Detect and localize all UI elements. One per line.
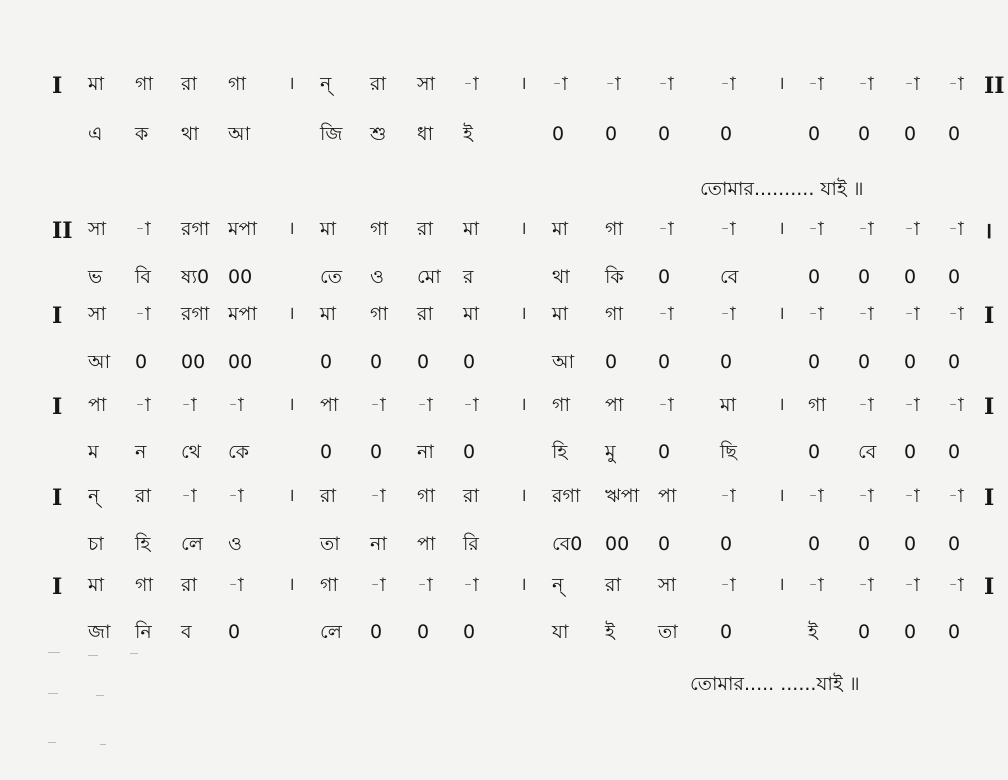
lyric-syllable: 00: [228, 351, 253, 373]
lyric-syllable: 00: [181, 351, 206, 373]
note-cell: গা: [808, 394, 826, 416]
note-cell: -া: [605, 73, 621, 95]
lyric-syllable: না: [417, 441, 434, 463]
note-cell: -া: [370, 394, 386, 416]
note-cell: গা: [417, 485, 435, 507]
print-speck: [130, 653, 138, 654]
note-cell: মা: [320, 218, 337, 240]
note-cell: -া: [808, 574, 824, 596]
bar-line: ।: [520, 303, 527, 324]
lyric-syllable: 0: [808, 123, 821, 145]
lyric-syllable: ম: [88, 441, 99, 463]
note-cell: -া: [858, 394, 874, 416]
lyric-syllable: 0: [463, 621, 476, 643]
bar-line: ।: [778, 485, 785, 506]
lyric-syllable: 0: [370, 621, 383, 643]
lyric-syllable: ই: [463, 123, 473, 145]
note-cell: ন্: [552, 574, 564, 596]
note-cell: -া: [808, 303, 824, 325]
lyric-syllable: থা: [552, 266, 570, 288]
section-mark: I: [984, 485, 995, 511]
lyric-syllable: 0: [720, 533, 733, 555]
lyric-syllable: 0: [320, 351, 333, 373]
lyric-syllable: 0: [808, 533, 821, 555]
note-cell: -া: [228, 394, 244, 416]
note-cell: -া: [135, 218, 151, 240]
section-mark: I: [52, 485, 63, 511]
lyric-syllable: 0: [658, 123, 671, 145]
note-cell: মা: [88, 574, 105, 596]
note-cell: -া: [417, 574, 433, 596]
lyric-syllable: 0: [904, 441, 917, 463]
bar-line: ।: [520, 73, 527, 94]
note-cell: -া: [658, 218, 674, 240]
note-cell: -া: [808, 218, 824, 240]
lyric-syllable: ও: [370, 266, 384, 288]
bar-line: ।: [288, 73, 295, 94]
lyric-syllable: শু: [370, 123, 387, 145]
bar-line: ।: [778, 73, 785, 94]
note-cell: গা: [228, 73, 246, 95]
note-cell: রা: [181, 574, 197, 596]
lyric-syllable: 0: [463, 351, 476, 373]
lyric-syllable: লে: [181, 533, 203, 555]
note-cell: -া: [904, 394, 920, 416]
note-cell: মা: [320, 303, 337, 325]
note-cell: -া: [552, 73, 568, 95]
lyric-syllable: তা: [658, 621, 678, 643]
note-cell: রা: [181, 73, 197, 95]
lyric-syllable: 0: [228, 621, 241, 643]
note-cell: -া: [135, 394, 151, 416]
lyric-syllable: 0: [417, 621, 430, 643]
bar-line: ।: [288, 574, 295, 595]
note-cell: রগা: [552, 485, 581, 507]
lyric-syllable: 0: [720, 351, 733, 373]
print-speck: [48, 652, 60, 653]
lyric-syllable: 0: [808, 351, 821, 373]
lyric-syllable: আ: [228, 123, 251, 145]
note-cell: -া: [370, 485, 386, 507]
lyric-syllable: জি: [320, 123, 343, 145]
note-cell: মা: [552, 303, 569, 325]
note-cell: -া: [858, 218, 874, 240]
note-cell: -া: [720, 73, 736, 95]
note-cell: -া: [948, 73, 964, 95]
lyric-syllable: ছি: [720, 441, 737, 463]
lyric-syllable: 0: [858, 533, 871, 555]
lyric-syllable: কে: [228, 441, 250, 463]
note-cell: -া: [904, 574, 920, 596]
lyric-syllable: 0: [858, 123, 871, 145]
lyric-syllable: বে: [720, 266, 739, 288]
note-cell: রগা: [181, 303, 210, 325]
note-cell: -া: [228, 574, 244, 596]
note-cell: মা: [720, 394, 737, 416]
lyric-syllable: 0: [658, 266, 671, 288]
section-mark: I: [52, 73, 63, 99]
lyric-syllable: তে: [320, 266, 342, 288]
note-cell: -া: [808, 73, 824, 95]
lyric-syllable: 0: [808, 441, 821, 463]
print-speck: [100, 744, 106, 745]
lyric-syllable: 0: [135, 351, 148, 373]
note-cell: মা: [552, 218, 569, 240]
bar-line: ।: [778, 574, 785, 595]
note-cell: -া: [858, 73, 874, 95]
lyric-syllable: ই: [605, 621, 615, 643]
lyric-syllable: না: [370, 533, 387, 555]
bar-line: ।: [520, 394, 527, 415]
lyric-syllable: রি: [463, 533, 479, 555]
lyric-syllable: 0: [948, 351, 961, 373]
bar-line: ।: [778, 303, 785, 324]
lyric-syllable: 0: [948, 441, 961, 463]
note-cell: গা: [370, 218, 388, 240]
note-cell: গা: [320, 574, 338, 596]
note-cell: সা: [658, 574, 677, 596]
bar-line: ।: [778, 218, 785, 239]
note-cell: রা: [605, 574, 621, 596]
note-cell: -া: [948, 303, 964, 325]
lyric-syllable: 0: [904, 533, 917, 555]
bar-line: ।: [520, 574, 527, 595]
refrain-text: তোমার.......... যাই ॥: [700, 178, 864, 200]
print-speck: [48, 693, 58, 694]
note-cell: রা: [320, 485, 336, 507]
note-cell: -া: [720, 218, 736, 240]
note-cell: -া: [858, 574, 874, 596]
note-cell: গা: [135, 574, 153, 596]
section-mark: I: [52, 394, 63, 420]
note-cell: রা: [370, 73, 386, 95]
note-cell: রা: [417, 303, 433, 325]
lyric-syllable: আ: [88, 351, 111, 373]
lyric-syllable: 00: [605, 533, 630, 555]
bar-line: ।: [288, 218, 295, 239]
note-cell: -া: [181, 394, 197, 416]
lyric-syllable: 0: [948, 266, 961, 288]
lyric-syllable: 0: [720, 621, 733, 643]
note-cell: সা: [417, 73, 436, 95]
note-cell: রা: [417, 218, 433, 240]
refrain-text: তোমার..... ......যাই ॥: [690, 673, 860, 695]
lyric-syllable: এ: [88, 123, 103, 145]
lyric-syllable: 0: [904, 621, 917, 643]
note-cell: মপা: [228, 218, 257, 240]
section-mark: I: [52, 574, 63, 600]
lyric-syllable: ক: [135, 123, 149, 145]
note-cell: -া: [658, 303, 674, 325]
note-cell: মা: [463, 218, 480, 240]
note-cell: ন্: [88, 485, 100, 507]
print-speck: [48, 742, 56, 743]
lyric-syllable: 0: [720, 123, 733, 145]
note-cell: -া: [463, 394, 479, 416]
lyric-syllable: আ: [552, 351, 575, 373]
lyric-syllable: মু: [605, 441, 616, 463]
lyric-syllable: বে0: [552, 533, 583, 555]
note-cell: -া: [135, 303, 151, 325]
note-cell: -া: [417, 394, 433, 416]
lyric-syllable: চা: [88, 533, 104, 555]
lyric-syllable: যা: [552, 621, 569, 643]
lyric-syllable: 0: [658, 533, 671, 555]
lyric-syllable: ভ: [88, 266, 103, 288]
note-cell: -া: [904, 218, 920, 240]
note-cell: পা: [88, 394, 107, 416]
lyric-syllable: 0: [552, 123, 565, 145]
lyric-syllable: 0: [658, 441, 671, 463]
note-cell: -া: [463, 73, 479, 95]
section-mark: I: [984, 574, 995, 600]
note-cell: পা: [658, 485, 677, 507]
note-cell: পা: [320, 394, 339, 416]
lyric-syllable: 0: [417, 351, 430, 373]
note-cell: গা: [605, 218, 623, 240]
lyric-syllable: 0: [370, 441, 383, 463]
lyric-syllable: ষ্য0: [181, 266, 210, 288]
lyric-syllable: 0: [605, 351, 618, 373]
note-cell: গা: [370, 303, 388, 325]
note-cell: সা: [88, 303, 107, 325]
note-cell: -া: [658, 394, 674, 416]
note-cell: রা: [135, 485, 151, 507]
note-cell: ন্: [320, 73, 332, 95]
lyric-syllable: 0: [858, 351, 871, 373]
lyric-syllable: থা: [181, 123, 199, 145]
lyric-syllable: হি: [135, 533, 151, 555]
note-cell: -া: [720, 303, 736, 325]
section-mark: II: [984, 73, 1005, 99]
bar-line: ।: [520, 485, 527, 506]
note-cell: -া: [858, 485, 874, 507]
lyric-syllable: হি: [552, 441, 568, 463]
note-cell: পা: [605, 394, 624, 416]
lyric-syllable: 0: [605, 123, 618, 145]
lyric-syllable: 0: [948, 533, 961, 555]
note-cell: ঋপা: [605, 485, 640, 507]
note-cell: -া: [720, 485, 736, 507]
note-cell: -া: [948, 394, 964, 416]
print-speck: [96, 695, 104, 696]
lyric-syllable: 0: [948, 123, 961, 145]
note-cell: সা: [88, 218, 107, 240]
note-cell: -া: [904, 485, 920, 507]
lyric-syllable: মো: [417, 266, 441, 288]
bar-line: ।: [288, 485, 295, 506]
note-cell: রগা: [181, 218, 210, 240]
section-mark: II: [52, 218, 73, 244]
lyric-syllable: র: [463, 266, 474, 288]
bar-line: ।: [288, 394, 295, 415]
lyric-syllable: 0: [463, 441, 476, 463]
lyric-syllable: 0: [904, 266, 917, 288]
section-mark: I: [984, 303, 995, 329]
lyric-syllable: ই: [808, 621, 818, 643]
lyric-syllable: বে: [858, 441, 877, 463]
note-cell: -া: [228, 485, 244, 507]
note-cell: -া: [720, 574, 736, 596]
note-cell: মপা: [228, 303, 257, 325]
note-cell: -া: [181, 485, 197, 507]
lyric-syllable: লে: [320, 621, 342, 643]
bar-line: ।: [778, 394, 785, 415]
lyric-syllable: বি: [135, 266, 152, 288]
note-cell: মা: [463, 303, 480, 325]
lyric-syllable: কি: [605, 266, 624, 288]
lyric-syllable: তা: [320, 533, 340, 555]
lyric-syllable: ধা: [417, 123, 434, 145]
lyric-syllable: নি: [135, 621, 152, 643]
note-cell: -া: [948, 485, 964, 507]
note-cell: গা: [135, 73, 153, 95]
lyric-syllable: 0: [320, 441, 333, 463]
note-cell: মা: [88, 73, 105, 95]
lyric-syllable: 0: [370, 351, 383, 373]
section-mark: I: [52, 303, 63, 329]
note-cell: -া: [370, 574, 386, 596]
lyric-syllable: ব: [181, 621, 192, 643]
lyric-syllable: থে: [181, 441, 202, 463]
lyric-syllable: পা: [417, 533, 436, 555]
lyric-syllable: 0: [904, 123, 917, 145]
lyric-syllable: ও: [228, 533, 242, 555]
note-cell: গা: [605, 303, 623, 325]
lyric-syllable: 0: [808, 266, 821, 288]
lyric-syllable: 0: [904, 351, 917, 373]
note-cell: -া: [904, 303, 920, 325]
bar-line: ।: [520, 218, 527, 239]
lyric-syllable: 0: [948, 621, 961, 643]
note-cell: -া: [463, 574, 479, 596]
lyric-syllable: 0: [858, 266, 871, 288]
section-mark: I: [984, 394, 995, 420]
note-cell: গা: [552, 394, 570, 416]
print-speck: [88, 655, 98, 656]
note-cell: -া: [858, 303, 874, 325]
note-cell: -া: [948, 218, 964, 240]
lyric-syllable: 00: [228, 266, 253, 288]
note-cell: -া: [948, 574, 964, 596]
section-mark: ।: [984, 218, 993, 244]
lyric-syllable: জা: [88, 621, 111, 643]
note-cell: -া: [904, 73, 920, 95]
bar-line: ।: [288, 303, 295, 324]
lyric-syllable: 0: [858, 621, 871, 643]
note-cell: -া: [658, 73, 674, 95]
note-cell: -া: [808, 485, 824, 507]
lyric-syllable: ন: [135, 441, 147, 463]
lyric-syllable: 0: [658, 351, 671, 373]
note-cell: রা: [463, 485, 479, 507]
